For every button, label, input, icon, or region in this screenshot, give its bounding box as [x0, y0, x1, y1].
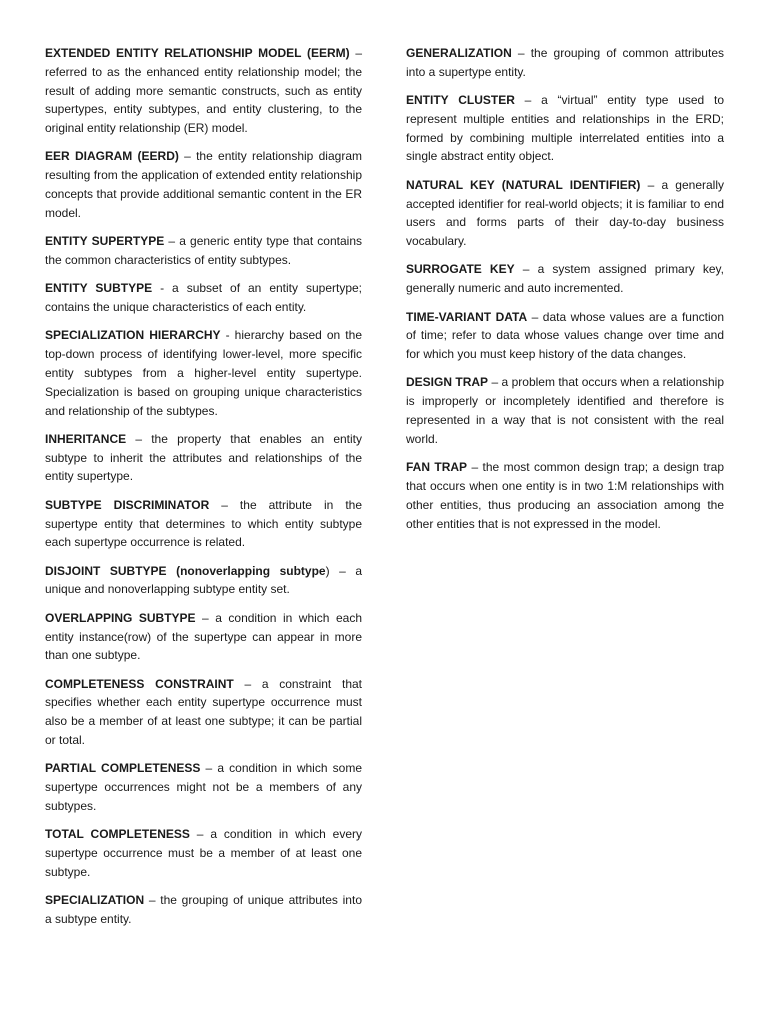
glossary-term: EXTENDED ENTITY RELATIONSHIP MODEL (EERM): [45, 46, 350, 60]
glossary-term: COMPLETENESS CONSTRAINT: [45, 676, 234, 691]
glossary-term: TOTAL COMPLETENESS: [45, 827, 190, 842]
glossary-definition: – a constraint that specifies whether each entity supertype occurrence must also be a member of at least one subtype; it can be partial or total.: [45, 676, 362, 747]
glossary-definition: ) – a unique and nonoverlapping subtype entity set.: [45, 563, 363, 597]
glossary-entry-natural-key: [406, 176, 724, 251]
glossary-term: GENERALIZATION: [406, 46, 512, 60]
glossary-entry-total-completeness: [45, 825, 362, 881]
glossary-definition: – the attribute in the supertype entity that determines to which entity subtype each supertype occurrence is related.: [45, 497, 363, 550]
glossary-entry-specialization-hierarchy: [45, 326, 362, 420]
glossary-definition: – the property that enables an entity subtype to inherit the attributes and relationships of the entity supertype.: [45, 431, 362, 484]
glossary-term: PARTIAL COMPLETENESS: [45, 761, 201, 776]
glossary-term: TIME-VARIANT DATA: [406, 309, 528, 324]
glossary-term: SPECIALIZATION: [45, 893, 145, 908]
glossary-definition: – a “virtual” entity type used to represent multiple entities and relationships in the ERD; formed by combining multiple interrelated entities into a single abstract entity object.: [406, 93, 724, 164]
glossary-definition: – the most common design trap; a design trap that occurs when one entity is in two 1:M relationships with other entities, thus producing an association among the other entities that is not expressed in the model.: [406, 460, 725, 531]
glossary-definition: – a condition in which every supertype occurrence must be a member of at least one subtype.: [45, 827, 362, 879]
glossary-entry-eerd: [45, 147, 362, 222]
glossary-term: SPECIALIZATION HIERARCHY: [45, 328, 221, 343]
glossary-term: FAN TRAP: [406, 460, 468, 475]
glossary-definition: – data whose values are a function of time; refer to data whose values change over time and for which you must keep history of the data changes.: [406, 309, 724, 362]
glossary-term: ENTITY CLUSTER: [406, 93, 515, 108]
glossary-term: SURROGATE KEY: [406, 262, 515, 277]
glossary-definition: – the grouping of common attributes into a supertype entity.: [406, 46, 724, 79]
glossary-entry-partial-completeness: [45, 759, 362, 815]
glossary-entry-eerm: [45, 44, 362, 138]
glossary-entry-generalization: [406, 44, 724, 82]
glossary-term: ENTITY SUBTYPE: [45, 281, 153, 296]
glossary-entry-entity-subtype: [45, 279, 362, 317]
glossary-term: OVERLAPPING SUBTYPE: [45, 610, 196, 625]
glossary-entry-entity-supertype: [45, 232, 362, 270]
glossary-entry-entity-cluster: [406, 91, 724, 166]
glossary-entry-specialization: [45, 891, 362, 929]
glossary-term: NATURAL KEY (NATURAL IDENTIFIER): [406, 177, 641, 192]
glossary-definition: – a condition in which some supertype occurrences might not be a members of any subtypes.: [45, 761, 363, 813]
glossary-entry-completeness-constraint: [45, 675, 362, 750]
glossary-definition: - hierarchy based on the top-down process of identifying lower-level, more specific entity subtypes from a higher-level entity supertype. Specialization is based on grouping unique characteristics and relationship of the subtypes.: [45, 328, 362, 418]
glossary-entry-inheritance: [45, 430, 362, 486]
glossary-definition: – the grouping of unique attributes into a subtype entity.: [45, 893, 362, 926]
left-column: [45, 44, 362, 938]
glossary-entry-fan-trap: [406, 458, 724, 533]
glossary-term: SUBTYPE DISCRIMINATOR: [45, 497, 210, 512]
glossary-entry-surrogate-key: [406, 260, 724, 298]
glossary-definition: – referred to as the enhanced entity relationship model; the result of adding more semantic constructs, such as entity supertypes, entity subtypes, and entity clustering, to the original entity relationship (ER) model.: [45, 46, 363, 136]
glossary-definition: – a generally accepted identifier for real-world objects; it is familiar to end users and forms parts of their day-to-day business vocabulary.: [406, 177, 724, 249]
right-column: [406, 44, 724, 543]
glossary-definition: – a generic entity type that contains the common characteristics of entity subtypes.: [45, 234, 362, 267]
glossary-entry-time-variant-data: [406, 308, 724, 364]
glossary-term: DESIGN TRAP: [406, 375, 489, 390]
glossary-definition: – a system assigned primary key, generally numeric and auto incremented.: [406, 262, 724, 296]
glossary-definition: – a condition in which each entity instance(row) of the supertype can appear in more than one subtype.: [45, 610, 362, 663]
glossary-term: EER DIAGRAM (EERD): [45, 149, 179, 164]
glossary-term: ENTITY SUPERTYPE: [45, 234, 165, 249]
glossary-term: DISJOINT SUBTYPE (nonoverlapping subtype: [45, 563, 326, 578]
glossary-definition: – the entity relationship diagram resulting from the application of extended entity relationship concepts that provide additional semantic content in the ER model.: [45, 149, 362, 220]
glossary-definition: - a subset of an entity supertype; contains the unique characteristics of each entity.: [45, 281, 362, 315]
glossary-term: INHERITANCE: [45, 431, 127, 446]
glossary-entry-overlapping-subtype: [45, 609, 362, 665]
glossary-definition: – a problem that occurs when a relationship is improperly or incompletely identified and therefore is represented in a way that is not consistent with the real world.: [406, 375, 725, 446]
glossary-entry-design-trap: [406, 373, 724, 448]
glossary-entry-subtype-discriminator: [45, 496, 362, 552]
glossary-entry-disjoint-subtype: [45, 562, 362, 600]
